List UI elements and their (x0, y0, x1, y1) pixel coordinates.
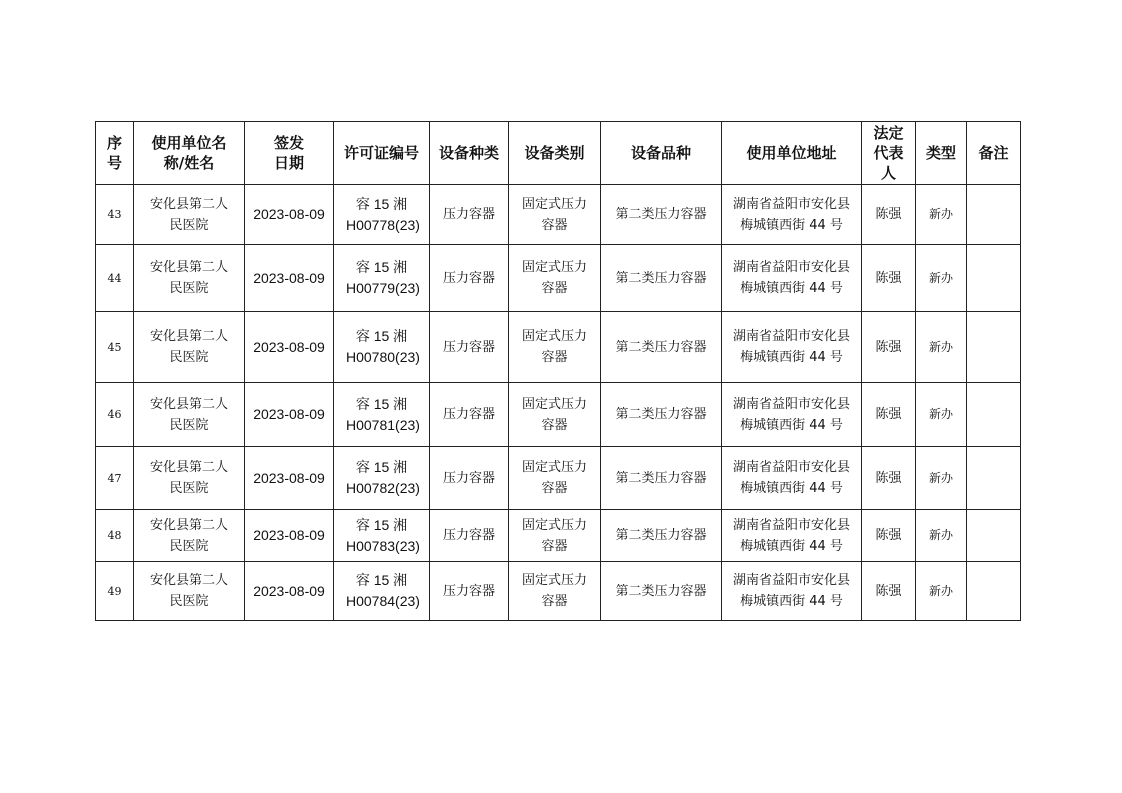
table-row (96, 312, 1021, 383)
cell-seq: 49 (96, 562, 134, 621)
cell-unit-name: 安化县第二人民医院 (134, 245, 245, 312)
cell-equip-category: 压力容器 (430, 245, 509, 312)
cell-remarks (967, 562, 1021, 621)
header-legal-rep: 法定代表人 (862, 122, 916, 185)
cell-legal-rep: 陈强 (862, 447, 916, 510)
cell-type: 新办 (916, 383, 967, 447)
cell-permit-no: 容 15 湘 H00784(23) (334, 562, 430, 621)
cell-unit-name: 安化县第二人民医院 (134, 185, 245, 245)
cell-remarks (967, 312, 1021, 383)
table-row (96, 447, 1021, 510)
table-row (96, 383, 1021, 447)
cell-equip-variety: 第二类压力容器 (601, 383, 722, 447)
table-header-row (96, 122, 1021, 185)
cell-permit-no: 容 15 湘 H00782(23) (334, 447, 430, 510)
header-permit-no: 许可证编号 (334, 122, 430, 185)
cell-type: 新办 (916, 185, 967, 245)
cell-unit-name: 安化县第二人民医院 (134, 447, 245, 510)
cell-issue-date: 2023-08-09 (245, 245, 334, 312)
cell-issue-date: 2023-08-09 (245, 312, 334, 383)
cell-issue-date: 2023-08-09 (245, 383, 334, 447)
cell-equip-variety: 第二类压力容器 (601, 562, 722, 621)
cell-remarks (967, 185, 1021, 245)
cell-equip-class: 固定式压力容器 (509, 312, 601, 383)
cell-unit-address: 湖南省益阳市安化县梅城镇西街 44 号 (722, 510, 862, 562)
cell-remarks (967, 383, 1021, 447)
cell-permit-no: 容 15 湘 H00779(23) (334, 245, 430, 312)
cell-permit-no: 容 15 湘 H00780(23) (334, 312, 430, 383)
cell-legal-rep: 陈强 (862, 185, 916, 245)
cell-seq: 45 (96, 312, 134, 383)
cell-legal-rep: 陈强 (862, 383, 916, 447)
cell-type: 新办 (916, 245, 967, 312)
cell-unit-address: 湖南省益阳市安化县梅城镇西街 44 号 (722, 245, 862, 312)
cell-unit-address: 湖南省益阳市安化县梅城镇西街 44 号 (722, 383, 862, 447)
header-issue-date: 签发日期 (245, 122, 334, 185)
cell-type: 新办 (916, 312, 967, 383)
cell-legal-rep: 陈强 (862, 510, 916, 562)
cell-type: 新办 (916, 510, 967, 562)
cell-remarks (967, 447, 1021, 510)
cell-equip-variety: 第二类压力容器 (601, 245, 722, 312)
cell-seq: 44 (96, 245, 134, 312)
cell-unit-name: 安化县第二人民医院 (134, 562, 245, 621)
cell-issue-date: 2023-08-09 (245, 185, 334, 245)
cell-equip-class: 固定式压力容器 (509, 245, 601, 312)
cell-permit-no: 容 15 湘 H00778(23) (334, 185, 430, 245)
cell-unit-name: 安化县第二人民医院 (134, 383, 245, 447)
cell-unit-name: 安化县第二人民医院 (134, 312, 245, 383)
table-row (96, 510, 1021, 562)
header-equip-variety: 设备品种 (601, 122, 722, 185)
cell-equip-variety: 第二类压力容器 (601, 185, 722, 245)
cell-legal-rep: 陈强 (862, 562, 916, 621)
cell-equip-variety: 第二类压力容器 (601, 447, 722, 510)
table-row (96, 185, 1021, 245)
cell-equip-class: 固定式压力容器 (509, 510, 601, 562)
cell-equip-category: 压力容器 (430, 312, 509, 383)
table-row (96, 562, 1021, 621)
cell-unit-address: 湖南省益阳市安化县梅城镇西街 44 号 (722, 562, 862, 621)
cell-equip-category: 压力容器 (430, 185, 509, 245)
header-type: 类型 (916, 122, 967, 185)
cell-unit-address: 湖南省益阳市安化县梅城镇西街 44 号 (722, 185, 862, 245)
cell-equip-category: 压力容器 (430, 510, 509, 562)
header-unit-name: 使用单位名称/姓名 (134, 122, 245, 185)
cell-equip-category: 压力容器 (430, 562, 509, 621)
cell-seq: 46 (96, 383, 134, 447)
cell-equip-category: 压力容器 (430, 383, 509, 447)
cell-unit-address: 湖南省益阳市安化县梅城镇西街 44 号 (722, 312, 862, 383)
cell-permit-no: 容 15 湘 H00783(23) (334, 510, 430, 562)
cell-type: 新办 (916, 447, 967, 510)
table-row (96, 245, 1021, 312)
header-remarks: 备注 (967, 122, 1021, 185)
cell-seq: 47 (96, 447, 134, 510)
cell-equip-class: 固定式压力容器 (509, 185, 601, 245)
cell-issue-date: 2023-08-09 (245, 562, 334, 621)
cell-seq: 48 (96, 510, 134, 562)
cell-seq: 43 (96, 185, 134, 245)
cell-type: 新办 (916, 562, 967, 621)
header-unit-address: 使用单位地址 (722, 122, 862, 185)
cell-equip-class: 固定式压力容器 (509, 383, 601, 447)
cell-remarks (967, 510, 1021, 562)
cell-permit-no: 容 15 湘 H00781(23) (334, 383, 430, 447)
cell-issue-date: 2023-08-09 (245, 510, 334, 562)
cell-equip-class: 固定式压力容器 (509, 562, 601, 621)
cell-unit-name: 安化县第二人民医院 (134, 510, 245, 562)
cell-remarks (967, 245, 1021, 312)
cell-legal-rep: 陈强 (862, 245, 916, 312)
permit-table (95, 121, 1021, 621)
header-seq: 序号 (96, 122, 134, 185)
cell-legal-rep: 陈强 (862, 312, 916, 383)
cell-equip-category: 压力容器 (430, 447, 509, 510)
cell-unit-address: 湖南省益阳市安化县梅城镇西街 44 号 (722, 447, 862, 510)
cell-equip-variety: 第二类压力容器 (601, 510, 722, 562)
header-equip-category: 设备种类 (430, 122, 509, 185)
cell-issue-date: 2023-08-09 (245, 447, 334, 510)
cell-equip-variety: 第二类压力容器 (601, 312, 722, 383)
header-equip-class: 设备类别 (509, 122, 601, 185)
cell-equip-class: 固定式压力容器 (509, 447, 601, 510)
